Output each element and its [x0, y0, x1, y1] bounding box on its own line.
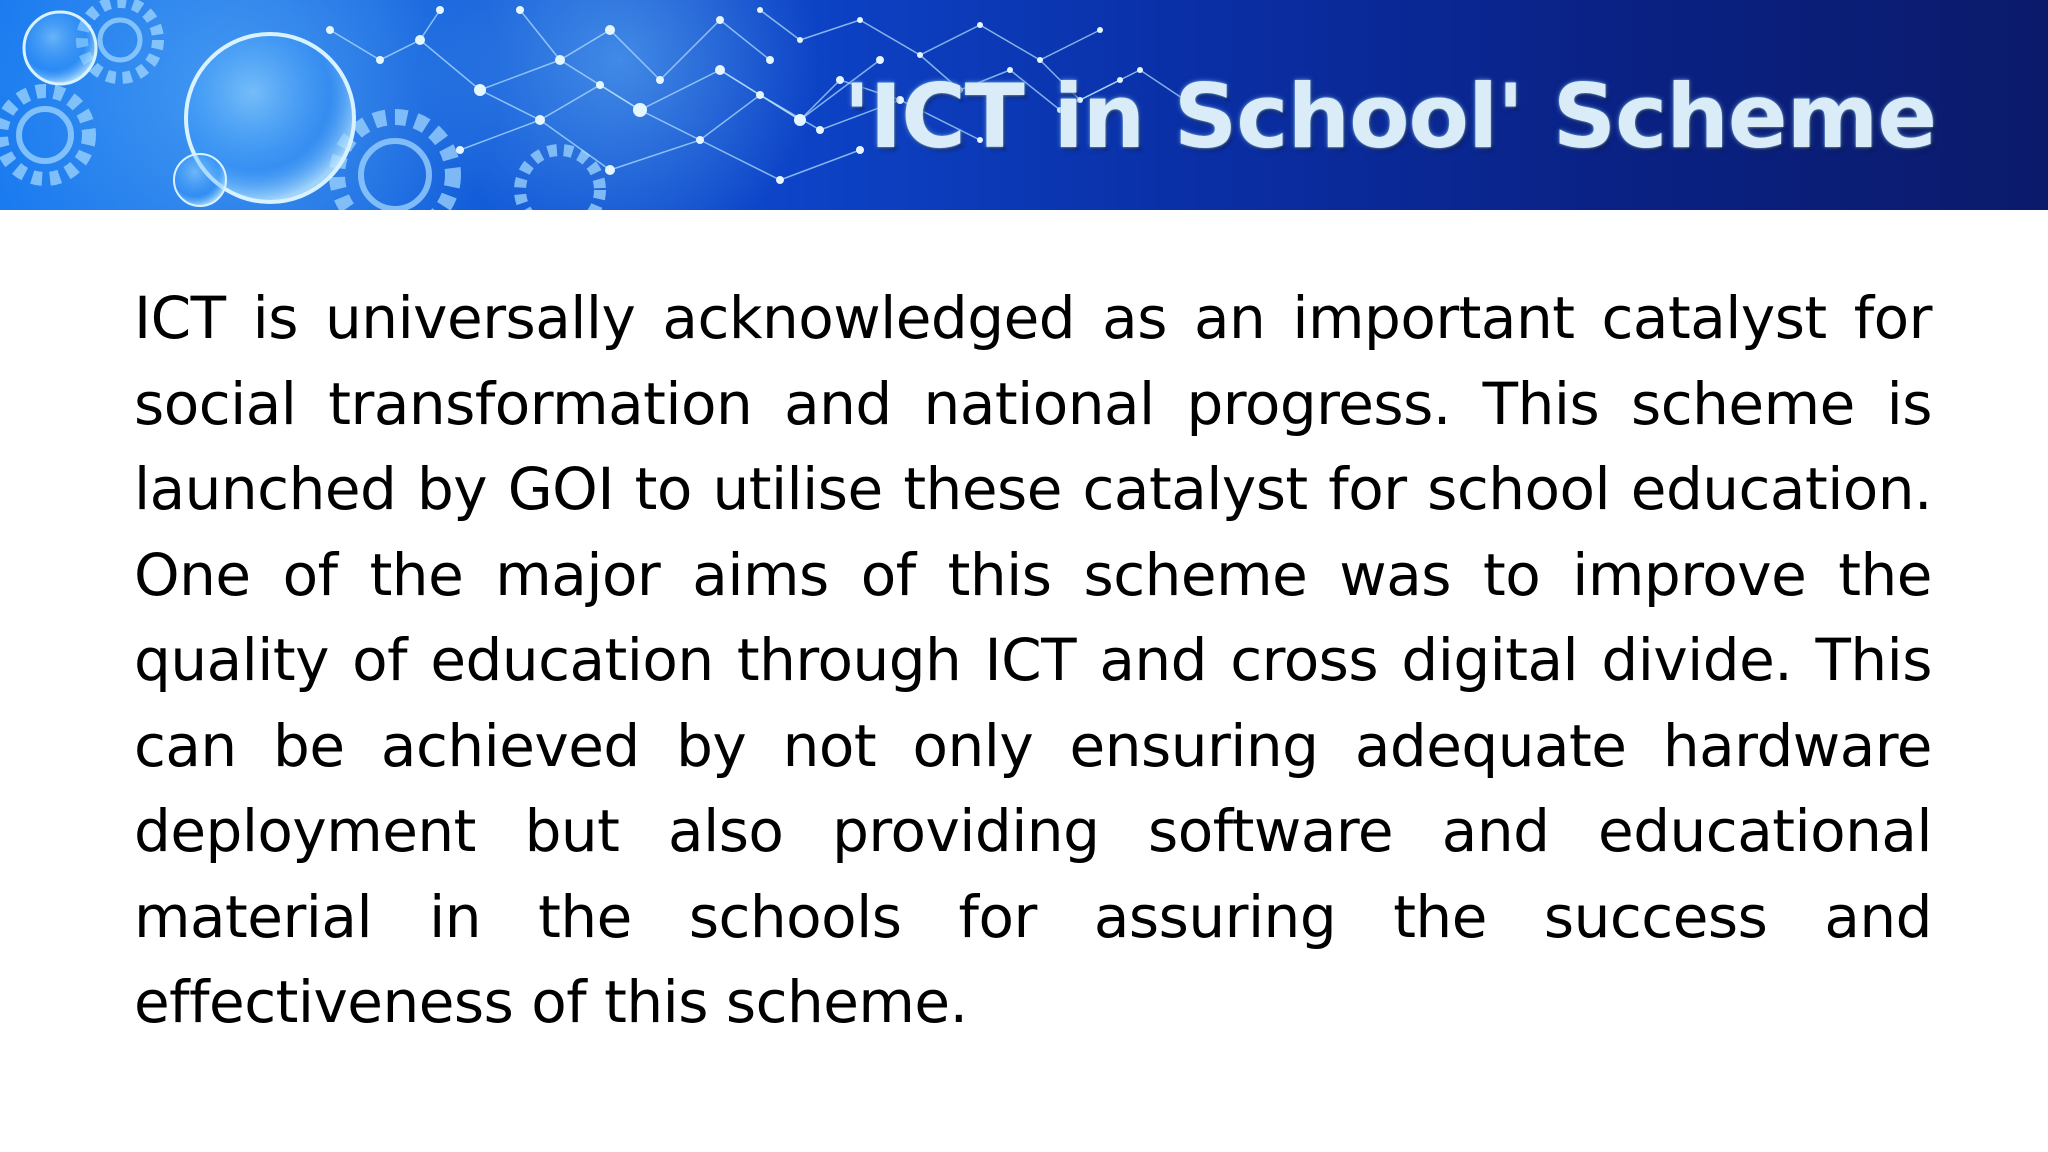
header-banner [0, 0, 2048, 210]
slide-body-text: ICT is universally acknowledged as an important catalyst for social transformation and national progress. This scheme is launched by GOI to utilise these catalyst for school education. One of the major aims of this scheme was to improve the quality of education through ICT and cross digital divide. This can be achieved by not only ensuring adequate hardware deployment but also providing software and educational material in the schools for assuring the success and effectiveness of this scheme. [134, 284, 1932, 1036]
slide-title: 'ICT in School' Scheme [843, 65, 1936, 168]
